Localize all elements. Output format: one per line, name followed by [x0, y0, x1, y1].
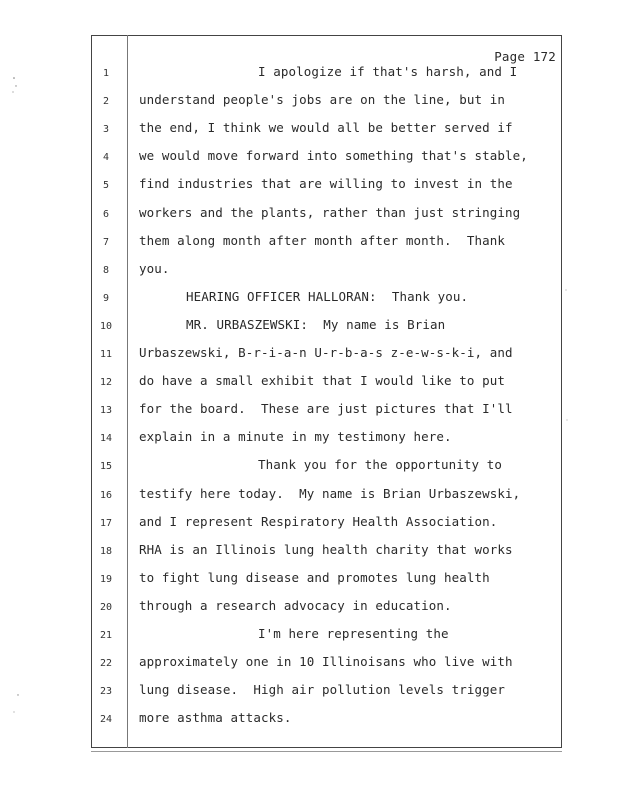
- line-number: 17: [99, 517, 113, 529]
- line-text: testify here today. My name is Brian Urbaszewski,: [139, 485, 521, 501]
- line-number: 12: [99, 377, 113, 389]
- line-number: 10: [99, 320, 113, 332]
- line-text: approximately one in 10 Illinoisans who live with: [139, 654, 513, 670]
- line-text: to fight lung disease and promotes lung health: [139, 569, 490, 585]
- line-text: explain in a minute in my testimony here.: [139, 429, 452, 445]
- line-number: 22: [99, 658, 113, 670]
- line-number: 16: [99, 489, 113, 501]
- line-text: do have a small exhibit that I would like to put: [139, 373, 506, 389]
- line-number: 7: [102, 236, 110, 248]
- line-number: 8: [102, 264, 110, 276]
- line-number: 4: [102, 152, 110, 164]
- line-number: 23: [99, 686, 113, 698]
- line-number: 9: [102, 292, 110, 304]
- line-number: 19: [99, 573, 113, 585]
- line-number: 20: [99, 601, 113, 613]
- line-text: them along month after month after month. Thank: [139, 232, 506, 248]
- line-text: understand people's jobs are on the line, but in: [139, 92, 506, 108]
- line-text: through a research advocacy in education.: [139, 597, 452, 613]
- line-text: MR. URBASZEWSKI: My name is Brian: [186, 316, 446, 332]
- line-text: we would move forward into something that's stable,: [139, 148, 528, 164]
- line-number: 2: [102, 96, 110, 108]
- line-number: 6: [102, 208, 110, 220]
- line-number: 5: [102, 180, 110, 192]
- line-text: and I represent Respiratory Health Association.: [139, 513, 498, 529]
- line-number: 11: [99, 349, 113, 360]
- line-text: you.: [139, 260, 170, 276]
- line-number: 13: [99, 405, 113, 417]
- line-text: HEARING OFFICER HALLORAN: Thank you.: [186, 288, 469, 304]
- line-text: for the board. These are just pictures that I'll: [139, 401, 513, 417]
- line-text: more asthma attacks.: [139, 710, 292, 726]
- line-number: 21: [99, 630, 113, 641]
- line-number: 1: [102, 68, 110, 79]
- line-number: 18: [99, 545, 113, 557]
- line-number: 14: [99, 433, 113, 445]
- line-text: workers and the plants, rather than just stringing: [139, 204, 521, 220]
- line-text: Thank you for the opportunity to: [258, 457, 503, 473]
- line-text: I'm here representing the: [258, 626, 449, 641]
- line-text: find industries that are willing to invest in the: [139, 176, 513, 192]
- line-text: lung disease. High air pollution levels trigger: [139, 682, 506, 698]
- line-number: 15: [99, 461, 113, 473]
- line-number: 3: [102, 124, 110, 136]
- page-number: Page 172: [494, 49, 556, 64]
- line-text: RHA is an Illinois lung health charity that works: [139, 541, 513, 557]
- line-text: the end, I think we would all be better served if: [139, 120, 513, 136]
- line-text: I apologize if that's harsh, and I: [258, 64, 518, 79]
- line-text: Urbaszewski, B-r-i-a-n U-r-b-a-s z-e-w-s-k-i, and: [139, 345, 513, 360]
- line-number: 24: [99, 714, 113, 726]
